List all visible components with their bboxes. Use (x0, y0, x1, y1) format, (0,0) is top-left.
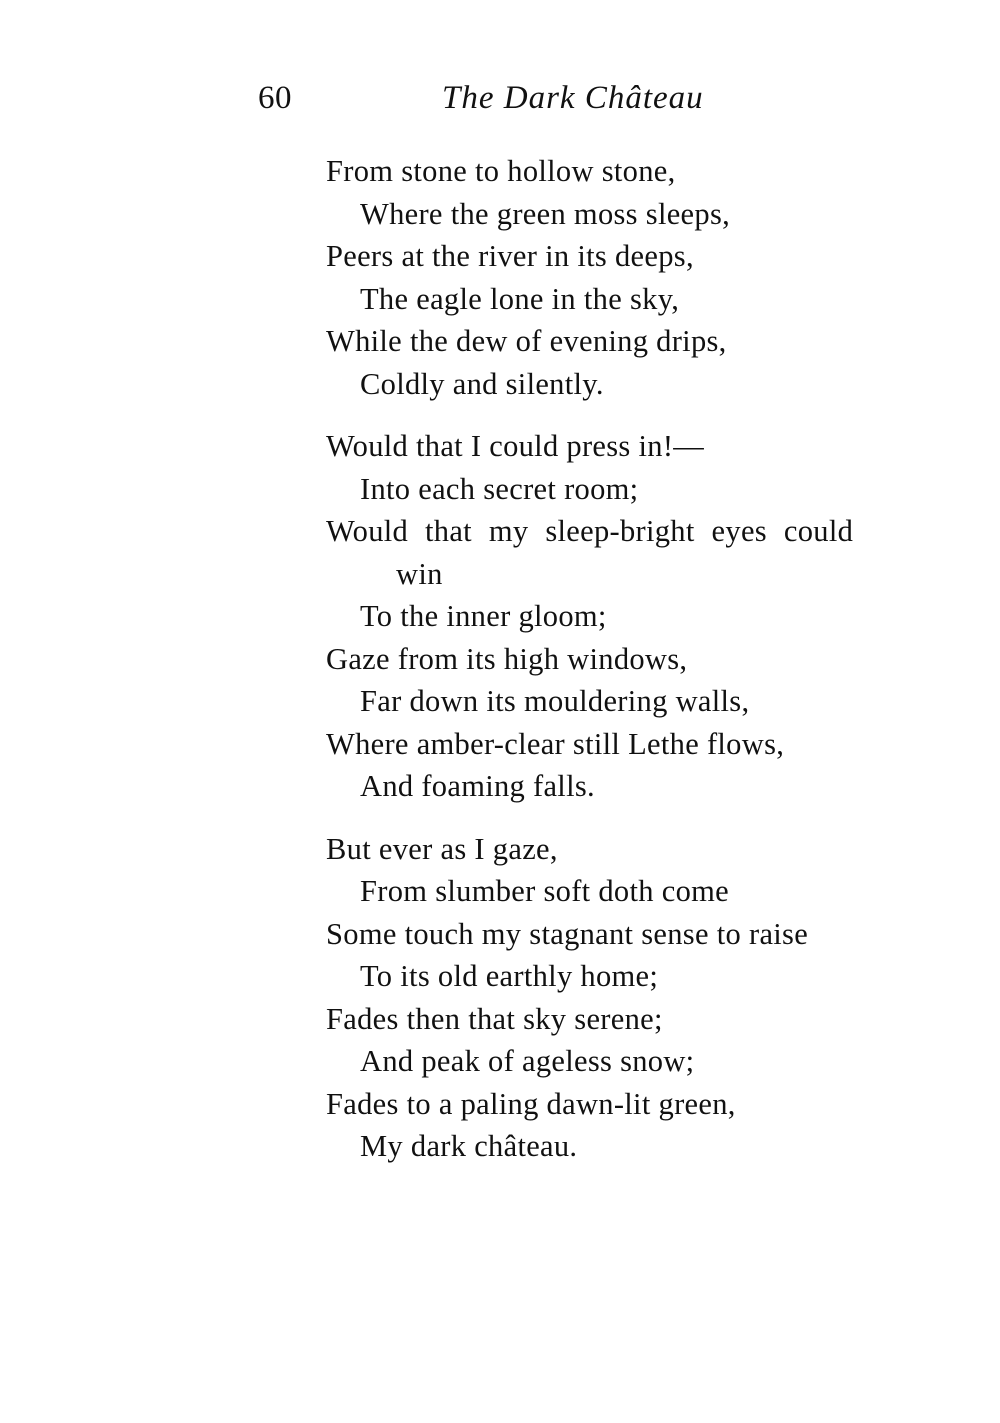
poem-line: And foaming falls. (360, 769, 595, 803)
poem-line: Gaze from its high windows, (326, 641, 688, 676)
poem-line: Would that I could press in!— (326, 429, 705, 463)
poem-line: Far down its mouldering walls, (360, 684, 750, 718)
poem-line: Fades to a paling dawn-lit green, (326, 1086, 736, 1121)
page-number: 60 (258, 80, 292, 116)
poem-line: To its old earthly home; (360, 959, 659, 993)
poem-line: Coldly and silently. (360, 366, 604, 401)
poem-line: Into each secret room; (360, 471, 639, 506)
stanza-2 (326, 425, 926, 808)
poem-line: But ever as I gaze, (326, 831, 558, 866)
poem-body (326, 150, 926, 1168)
poem-line: Where the green moss sleeps, (360, 196, 731, 231)
poem-line: Peers at the river in its deeps, (326, 239, 694, 273)
poem-line: From slumber soft doth come (360, 874, 729, 908)
poem-line: Would that my sleep-bright eyes could (326, 514, 854, 548)
poem-line: Some touch my stagnant sense to raise (326, 916, 809, 951)
poem-line: And peak of ageless snow; (360, 1044, 695, 1078)
poem-line: Where amber-clear still Lethe flows, (326, 726, 785, 761)
poem-line: To the inner gloom; (360, 599, 607, 633)
poem-line: The eagle lone in the sky, (360, 281, 680, 316)
poem-line: From stone to hollow stone, (326, 154, 676, 188)
running-title: The Dark Château (442, 80, 704, 116)
poem-line: Fades then that sky serene; (326, 1001, 663, 1036)
page-header (0, 80, 1000, 126)
stanza-3 (326, 828, 926, 1168)
stanza-1 (326, 150, 926, 405)
poem-line: My dark château. (360, 1129, 578, 1163)
poem-line-continuation: win (396, 556, 443, 591)
poem-line: While the dew of evening drips, (326, 324, 727, 358)
